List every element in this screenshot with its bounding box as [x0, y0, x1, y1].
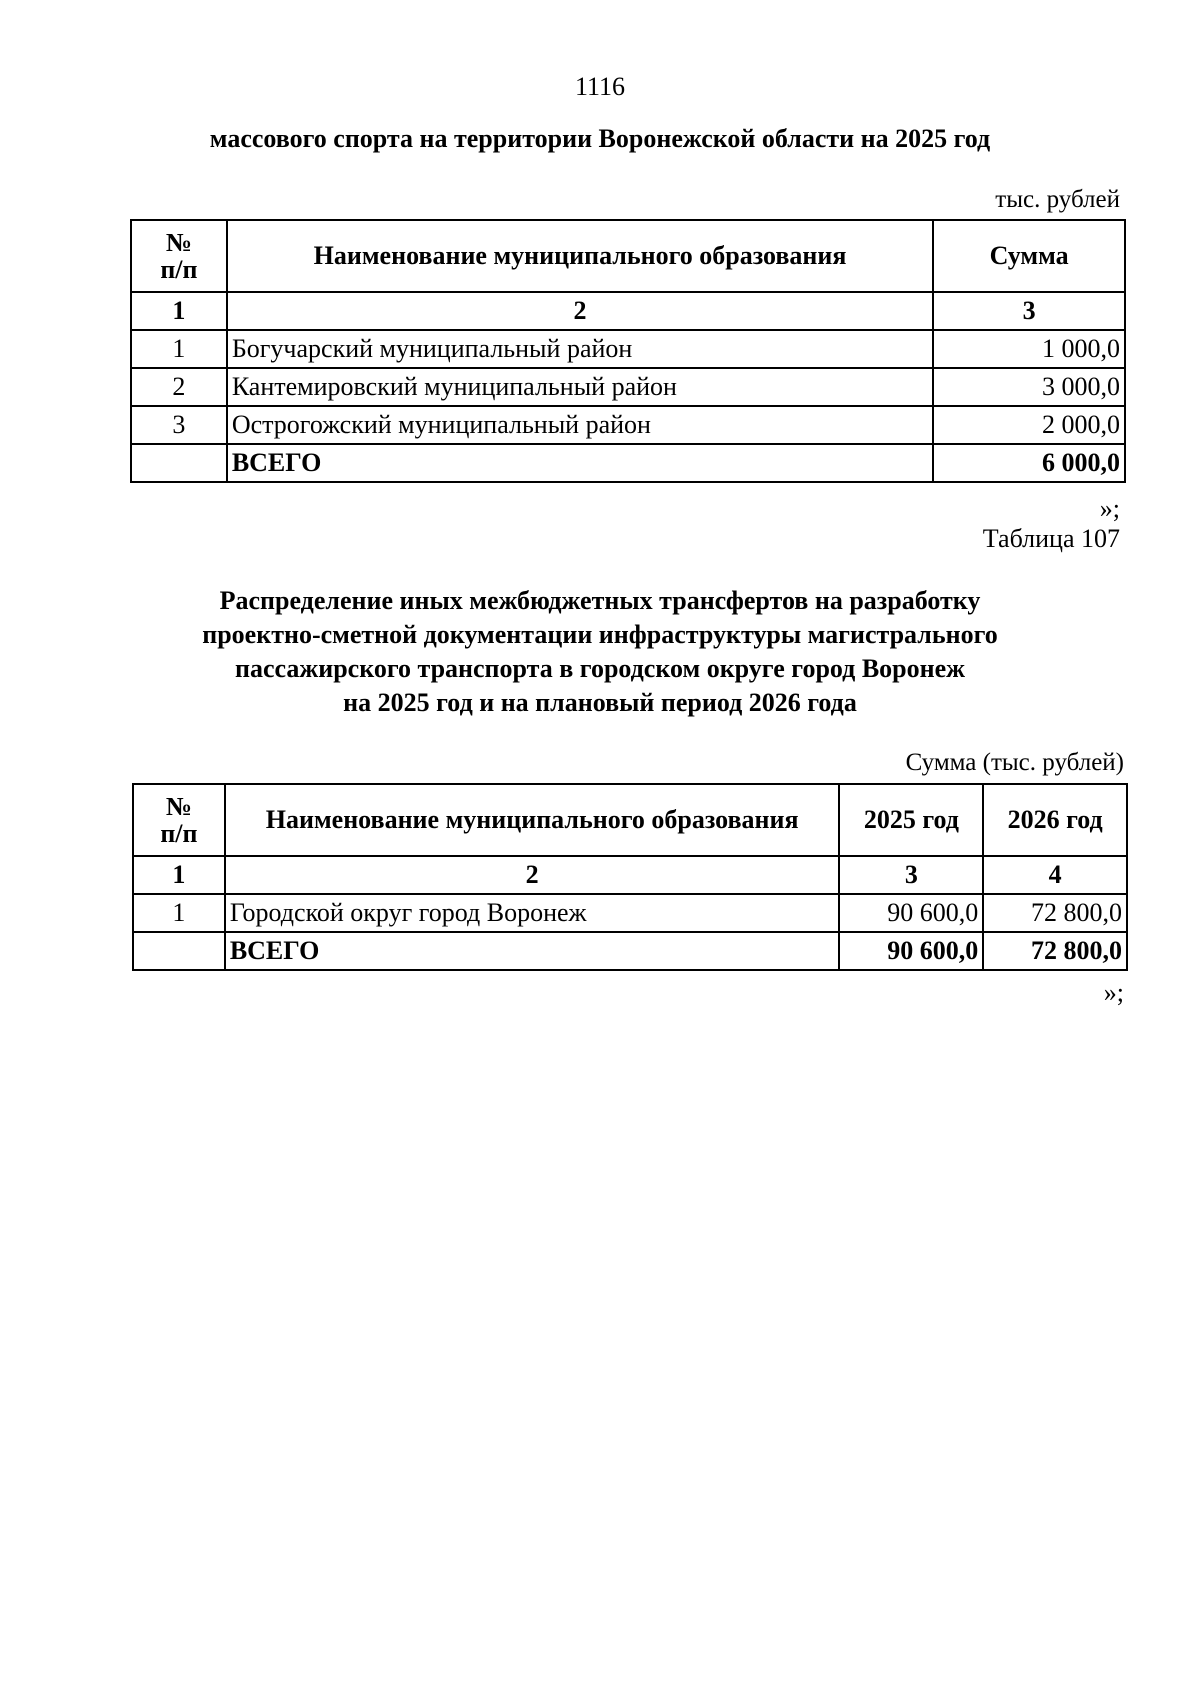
column-number-row — [133, 856, 1127, 894]
total-label: ВСЕГО — [225, 932, 840, 970]
header-sum: Сумма — [933, 220, 1125, 292]
table-header-row — [131, 220, 1125, 292]
total-row — [133, 932, 1127, 970]
header-name: Наименование муниципального образования — [227, 220, 933, 292]
header-num: № п/п — [133, 784, 225, 856]
total-empty-cell — [131, 444, 227, 482]
section2-title-line: проектно-сметной документации инфраструктуры магистрального — [202, 620, 998, 649]
total-2026: 72 800,0 — [983, 932, 1127, 970]
total-label: ВСЕГО — [227, 444, 933, 482]
row-name: Богучарский муниципальный район — [227, 330, 933, 368]
row-sum: 1 000,0 — [933, 330, 1125, 368]
row-2025: 90 600,0 — [839, 894, 983, 932]
table-label: Таблица 107 — [982, 524, 1120, 553]
column-number: 2 — [227, 292, 933, 330]
total-sum: 6 000,0 — [933, 444, 1125, 482]
row-2026: 72 800,0 — [983, 894, 1127, 932]
section2-title-line: пассажирского транспорта в городском округе город Воронеж — [234, 654, 966, 683]
row-sum: 2 000,0 — [933, 406, 1125, 444]
section1-table — [130, 219, 1126, 483]
column-number-row — [131, 292, 1125, 330]
row-num: 2 — [131, 368, 227, 406]
table-row — [131, 406, 1125, 444]
row-name: Острогожский муниципальный район — [227, 406, 933, 444]
row-sum: 3 000,0 — [933, 368, 1125, 406]
page-number: 1116 — [574, 72, 626, 101]
header-name: Наименование муниципального образования — [225, 784, 840, 856]
table-row — [131, 330, 1125, 368]
section2-title — [100, 584, 1100, 720]
row-num: 1 — [131, 330, 227, 368]
header-2025: 2025 год — [839, 784, 983, 856]
header-num: № п/п — [131, 220, 227, 292]
column-number: 2 — [225, 856, 840, 894]
column-number: 3 — [839, 856, 983, 894]
table-header-row — [133, 784, 1127, 856]
column-number: 1 — [131, 292, 227, 330]
row-name: Городской округ город Воронеж — [225, 894, 840, 932]
row-num: 3 — [131, 406, 227, 444]
column-number: 3 — [933, 292, 1125, 330]
section1-title: массового спорта на территории Воронежской области на 2025 год — [209, 124, 991, 153]
total-empty-cell — [133, 932, 225, 970]
section2-closing-quote: »; — [1103, 978, 1124, 1007]
column-number: 4 — [983, 856, 1127, 894]
row-num: 1 — [133, 894, 225, 932]
section2-table — [132, 783, 1128, 971]
section2-title-line: на 2025 год и на плановый период 2026 года — [343, 688, 857, 717]
row-name: Кантемировский муниципальный район — [227, 368, 933, 406]
section2-title-line: Распределение иных межбюджетных трансфертов на разработку — [219, 586, 981, 615]
section1-units: тыс. рублей — [995, 186, 1120, 213]
table-row — [133, 894, 1127, 932]
total-row — [131, 444, 1125, 482]
section2-units: Сумма (тыс. рублей) — [905, 749, 1124, 776]
section1-closing-quote: »; — [1099, 494, 1120, 523]
table-row — [131, 368, 1125, 406]
header-2026: 2026 год — [983, 784, 1127, 856]
total-2025: 90 600,0 — [839, 932, 983, 970]
column-number: 1 — [133, 856, 225, 894]
